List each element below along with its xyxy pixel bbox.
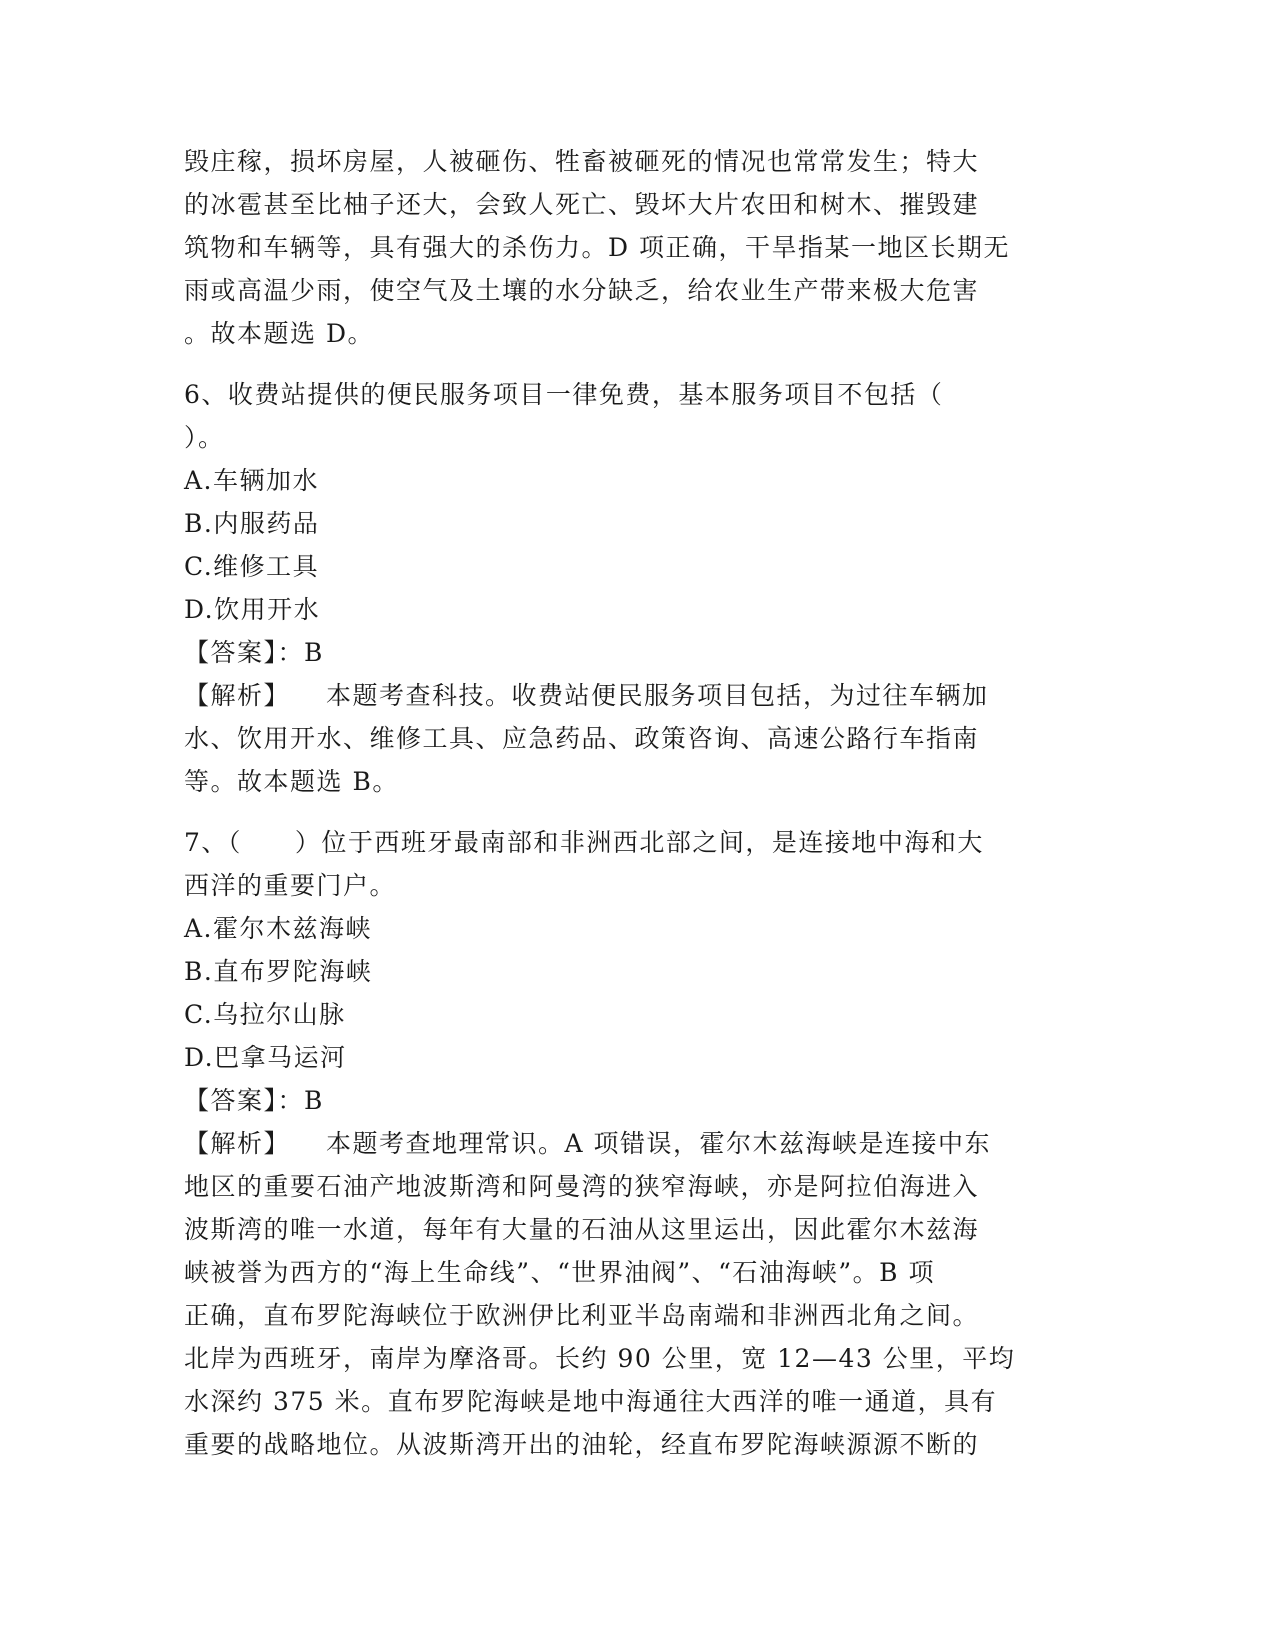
option-b: B.直布罗陀海峡 bbox=[184, 957, 373, 986]
text-line: 雨或高温少雨，使空气及土壤的水分缺乏，给农业生产带来极大危害 bbox=[184, 276, 980, 305]
answer-line bbox=[184, 631, 1084, 674]
text-line: 水深约 375 米。直布罗陀海峡是地中海通往大西洋的唯一通道，具有 bbox=[184, 1387, 998, 1416]
question-6 bbox=[184, 373, 1084, 803]
option-d: D.饮用开水 bbox=[184, 595, 321, 624]
text-line: 重要的战略地位。从波斯湾开出的油轮，经直布罗陀海峡源源不断的 bbox=[184, 1430, 980, 1459]
text-line: 。故本题选 D。 bbox=[184, 319, 374, 348]
text-line: 毁庄稼，损坏房屋，人被砸伤、牲畜被砸死的情况也常常发生；特大 bbox=[184, 147, 980, 176]
solution-text: 本题考查科技。收费站便民服务项目包括，为过往车辆加 bbox=[326, 681, 989, 710]
text-line: 波斯湾的唯一水道，每年有大量的石油从这里运出，因此霍尔木兹海 bbox=[184, 1215, 980, 1244]
spacer bbox=[184, 803, 1084, 821]
option-a: A.霍尔木兹海峡 bbox=[184, 914, 373, 943]
text-line: 正确，直布罗陀海峡位于欧洲伊比利亚半岛南端和非洲西北角之间。 bbox=[184, 1301, 980, 1330]
solution-line bbox=[184, 1122, 1084, 1165]
answer-value: B bbox=[304, 1086, 324, 1115]
question-stem: 6、收费站提供的便民服务项目一律免费，基本服务项目不包括（ bbox=[184, 380, 944, 409]
text-line: 峡被誉为西方的“海上生命线”、“世界油阀”、“石油海峡”。B 项 bbox=[184, 1258, 936, 1287]
answer-value: B bbox=[304, 638, 324, 667]
document-page bbox=[184, 140, 1084, 1466]
q5-solution-continuation bbox=[184, 140, 1084, 355]
question-stem: ）。 bbox=[184, 423, 225, 452]
question-stem: 7、（ ）位于西班牙最南部和非洲西北部之间，是连接地中海和大 bbox=[184, 828, 984, 857]
solution-text: 本题考查地理常识。A 项错误，霍尔木兹海峡是连接中东 bbox=[326, 1129, 992, 1158]
question-7 bbox=[184, 821, 1084, 1466]
text-line: 北岸为西班牙，南岸为摩洛哥。长约 90 公里，宽 12—43 公里，平均 bbox=[184, 1344, 1016, 1373]
option-d: D.巴拿马运河 bbox=[184, 1043, 347, 1072]
solution-label: 【解析】 bbox=[184, 681, 291, 710]
text-line: 等。故本题选 B。 bbox=[184, 767, 399, 796]
solution-label: 【解析】 bbox=[184, 1129, 291, 1158]
spacer bbox=[184, 355, 1084, 373]
answer-line bbox=[184, 1079, 1084, 1122]
answer-label: 【答案】： bbox=[184, 638, 305, 667]
solution-line bbox=[184, 674, 1084, 717]
text-line: 水、饮用开水、维修工具、应急药品、政策咨询、高速公路行车指南 bbox=[184, 724, 980, 753]
text-line: 的冰雹甚至比柚子还大，会致人死亡、毁坏大片农田和树木、摧毁建 bbox=[184, 190, 980, 219]
text-line: 地区的重要石油产地波斯湾和阿曼湾的狭窄海峡，亦是阿拉伯海进入 bbox=[184, 1172, 980, 1201]
answer-label: 【答案】： bbox=[184, 1086, 305, 1115]
option-c: C.维修工具 bbox=[184, 552, 320, 581]
option-c: C.乌拉尔山脉 bbox=[184, 1000, 346, 1029]
question-stem: 西洋的重要门户。 bbox=[184, 871, 397, 900]
option-b: B.内服药品 bbox=[184, 509, 320, 538]
option-a: A.车辆加水 bbox=[184, 466, 320, 495]
text-line: 筑物和车辆等，具有强大的杀伤力。D 项正确，干旱指某一地区长期无 bbox=[184, 233, 1010, 262]
